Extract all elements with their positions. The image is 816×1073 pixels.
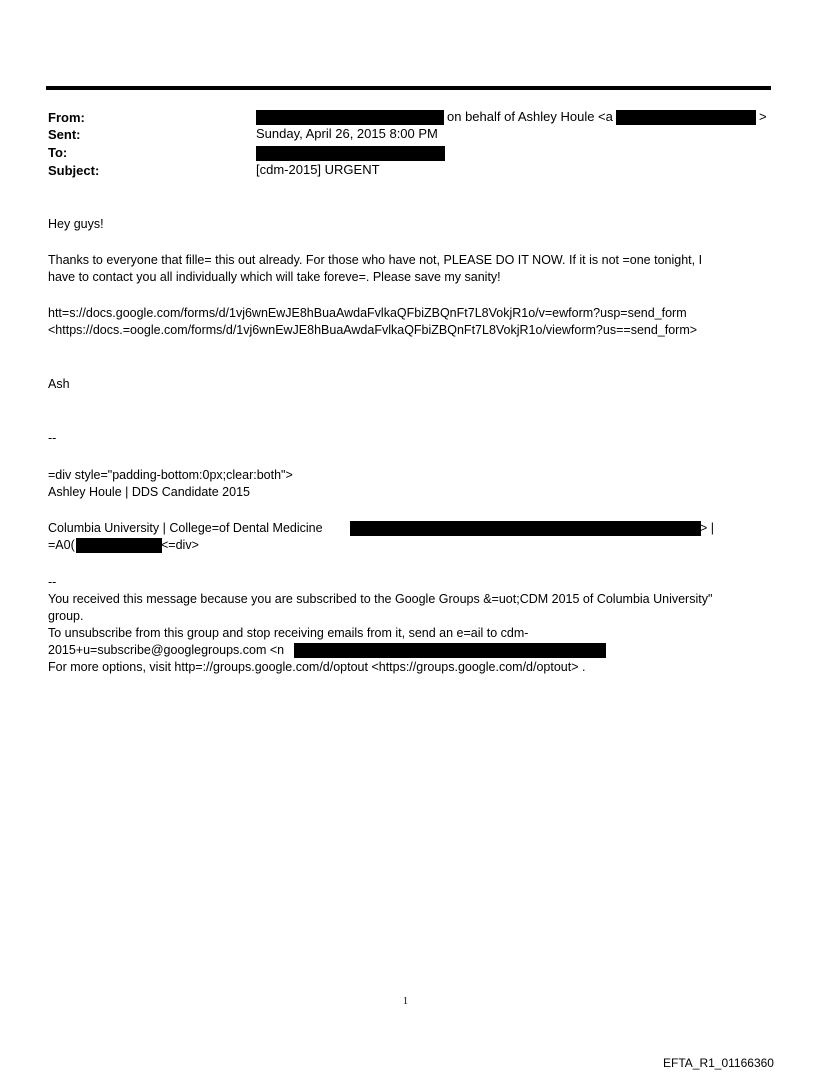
redaction-from-email (616, 110, 756, 125)
sent-label: Sent: (48, 127, 81, 142)
redaction-from-sender (256, 110, 444, 125)
redaction-to (256, 146, 445, 161)
separator-1: -- (48, 431, 57, 445)
page-number: 1 (403, 996, 408, 1007)
signature-a0: =A0( (48, 538, 75, 552)
header-rule (46, 86, 771, 90)
from-value-end: > (759, 109, 767, 124)
div-line: =div style="padding-bottom:0px;clear:both"> (48, 468, 293, 482)
signature-name: Ashley Houle | DDS Candidate 2015 (48, 485, 250, 499)
redaction-school-contact (350, 521, 701, 536)
signature-school: Columbia University | College=of Dental Medicine (48, 521, 323, 535)
para1-line1: Thanks to everyone that fille= this out already. For those who have not, PLEASE DO IT NOW. If it is not =one tonight, I (48, 253, 703, 267)
document-id: EFTA_R1_01166360 (663, 1056, 774, 1070)
para1-line2: have to contact you all individually which will take foreve=. Please save my sanity! (48, 270, 501, 284)
signature-school-end: > | (700, 521, 715, 535)
to-label: To: (48, 145, 68, 160)
redaction-unsubscribe-email (294, 643, 606, 658)
redaction-phone (76, 538, 162, 553)
sent-value: Sunday, April 26, 2015 8:00 PM (256, 126, 438, 141)
from-value: on behalf of Ashley Houle <a (447, 109, 613, 124)
form-link-1[interactable]: htt=s://docs.google.com/forms/d/1vj6wnEwJE8hBuaAwdaFvlkaQFbiZBQnFt7L8VokjR1o/v=ewform?usp=send_form (48, 306, 687, 320)
footer-line-1: You received this message because you are subscribed to the Google Groups &=uot;CDM 2015 of Columbia University" (48, 592, 713, 606)
footer-line-5[interactable]: For more options, visit http=://groups.google.com/d/optout <https://groups.google.com/d/optout> . (48, 660, 586, 674)
footer-line-4: 2015+u=subscribe@googlegroups.com <n (48, 643, 285, 657)
form-link-2[interactable]: <https://docs.=oogle.com/forms/d/1vj6wnEwJE8hBuaAwdaFvlkaQFbiZBQnFt7L8VokjR1o/viewform?us==send_form> (48, 323, 698, 337)
signoff: Ash (48, 377, 70, 391)
subject-label: Subject: (48, 163, 100, 178)
subject-value: [cdm-2015] URGENT (256, 162, 380, 177)
from-label: From: (48, 110, 85, 125)
signature-a0-end: <=div> (161, 538, 199, 552)
separator-2: -- (48, 575, 57, 589)
footer-line-2: group. (48, 609, 84, 623)
greeting: Hey guys! (48, 217, 104, 231)
footer-line-3: To unsubscribe from this group and stop receiving emails from it, send an e=ail to cdm- (48, 626, 529, 640)
